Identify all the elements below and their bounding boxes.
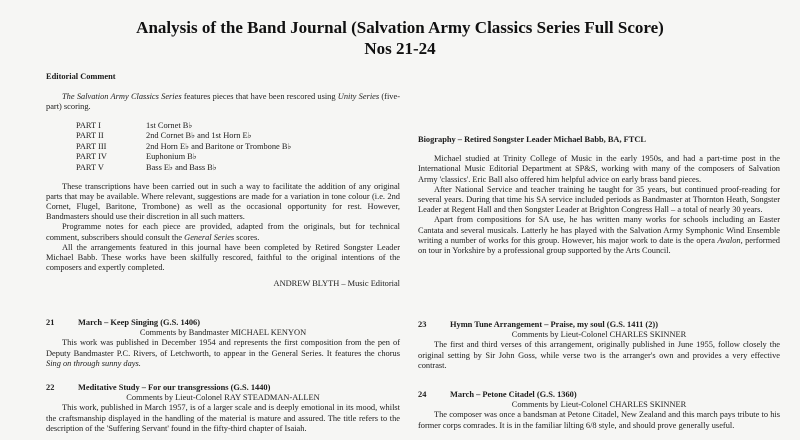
page-subtitle: Nos 21-24 xyxy=(364,39,436,58)
biography-section xyxy=(418,135,780,256)
part-row: PART II 2nd Cornet B♭ and 1st Horn E♭ xyxy=(76,131,252,141)
page-title: Analysis of the Band Journal (Salvation Army Classics Series Full Score) xyxy=(136,18,664,37)
entry-number: 24 xyxy=(418,390,427,399)
entry-title: Hymn Tune Arrangement – Praise, my soul (G.S. 1411 (2)) xyxy=(450,320,658,329)
entry-comments: Comments by Lieut-Colonel CHARLES SKINNER xyxy=(511,400,687,410)
editor-signature: ANDREW BLYTH – Music Editorial xyxy=(273,279,400,289)
entry-number: 21 xyxy=(46,318,55,327)
entry-body: The first and third verses of this arrangement, originally published in June 1955, follow closely the original setting by Sir John Goss, while verse two is the arranger's own and provides a very effective contrast. xyxy=(418,340,780,370)
journal-entry-22 xyxy=(46,383,400,434)
part-row: PART III 2nd Horn E♭ and Baritone or Trombone B♭ xyxy=(76,141,292,151)
editorial-para-4: All the arrangements featured in this journal have been completed by Retired Songster Leader Michael Babb. These works have been skilfully rescored, faithful to the original intentions of the composers and expertly completed. xyxy=(46,242,400,273)
journal-entry-24 xyxy=(418,390,780,431)
biography-para-1: Michael studied at Trinity College of Music in the early 1950s, and had a part-time post in the International Music Editorial Department at SP&S, working with many of the composers of Salvation Army 'classics'. Eric Ball also offered him helpful advice on early brass band pieces. xyxy=(418,154,780,184)
entry-title: March – Petone Citadel (G.S. 1360) xyxy=(450,390,577,399)
editorial-section xyxy=(46,72,400,290)
entry-number: 22 xyxy=(46,383,55,392)
editorial-heading: Editorial Comment xyxy=(46,72,116,81)
journal-entry-23 xyxy=(418,320,780,371)
part-row: PART IV Euphonium B♭ xyxy=(76,152,197,162)
entry-title: Meditative Study – For our transgressions (G.S. 1440) xyxy=(78,383,271,392)
entry-body: This work, published in March 1957, is of a larger scale and is deeply emotional in its mood, whilst the craftsmanship displayed in the handling of the material is mature and assured. The title refers to the description of the 'Suffering Servant' found in the fifty-third chapter of Isaiah. xyxy=(46,403,400,433)
entry-title: March – Keep Singing (G.S. 1406) xyxy=(78,318,200,327)
entry-comments: Comments by Bandmaster MICHAEL KENYON xyxy=(139,328,307,338)
editorial-para-3: Programme notes for each piece are provided, adapted from the originals, but for technical comment, subscribers should consult the General Series scores. xyxy=(46,222,400,242)
entry-number: 23 xyxy=(418,320,427,329)
biography-para-3: Apart from compositions for SA use, he has written many works for schools including an Easter Cantata and several musicals. Latterly he has played with the Salvation Army Symphonic Wind Ensemble writing a number of works for this group. However, his major work to date is the opera Avalon, performed on tour in Yorkshire by a professional group supported by the Arts Council. xyxy=(418,215,780,256)
parts-list xyxy=(76,121,400,174)
biography-para-2: After National Service and teacher training he taught for 35 years, but continued proof-reading for several years. During that time his SA service included periods as Bandmaster at Thornton Heath, Songster Leader at Regent Hall and then Songster Leader at Brighton Congress Hall – a total of nearly 30 years. xyxy=(418,184,780,215)
part-row: PART V Bass E♭ and Bass B♭ xyxy=(76,162,217,172)
editorial-para-2: These transcriptions have been carried out in such a way to facilitate the addition of any original parts that may be available. Where relevant, suggestions are made for a variation in tone colour (i.e. 2nd Cornet, Flugel, Baritone, Trombone) as well as the occasional opportunity for rest. However, Bandmasters should use their discretion in all such matters. xyxy=(46,181,400,222)
biography-heading: Biography – Retired Songster Leader Michael Babb, BA, FTCL xyxy=(418,135,646,144)
entry-body: This work was published in December 1954 and represents the first composition from the pen of Deputy Bandmaster P.C. Rivers, of Letchworth, to appear in the General Series. It features the chorus Sing on through sunny days. xyxy=(46,338,400,368)
part-row: PART I 1st Cornet B♭ xyxy=(76,120,193,130)
entry-body: The composer was once a bandsman at Petone Citadel, New Zealand and this march pays tribute to his former corps comrades. It is in the familiar lilting 6/8 style, and should prove generally useful. xyxy=(418,410,780,430)
editorial-intro: The Salvation Army Classics Series features pieces that have been rescored using Unity Series (five-part) scoring. xyxy=(46,92,400,112)
entry-comments: Comments by Lieut-Colonel CHARLES SKINNER xyxy=(511,330,687,340)
journal-entry-21 xyxy=(46,318,400,369)
entry-comments: Comments by Lieut-Colonel RAY STEADMAN-ALLEN xyxy=(126,393,320,403)
